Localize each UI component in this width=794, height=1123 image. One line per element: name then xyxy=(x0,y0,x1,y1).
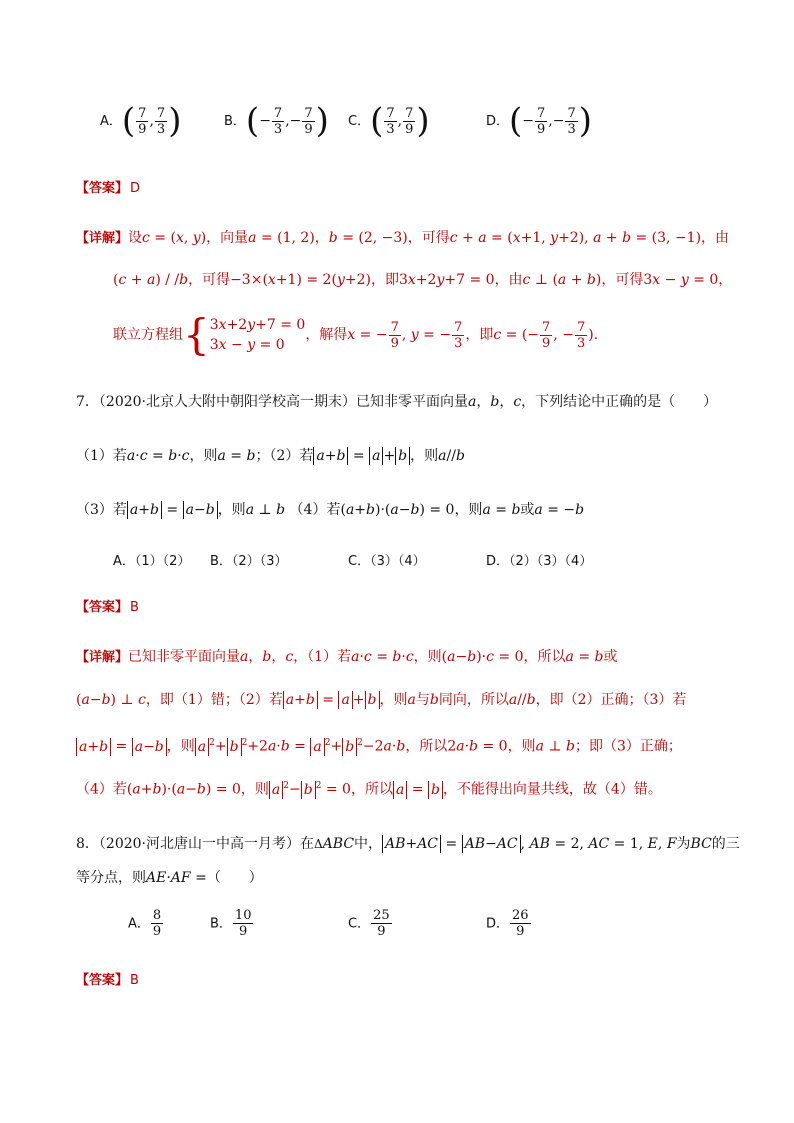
q6-detail-line-3: 联立方程组{ 3x+2y+7 = 0 3x − y = 0 ，解得x = − $\frac{7}{9}$ , y = − $\frac{7}{3}$ ，即c = (− $\frac{7}{9}$ , − $\frac{7}{3}$ )． xyxy=(113,310,608,359)
q7-option-a: A．（1）（2） xyxy=(113,554,191,569)
q7-detail-line-4: （4）若(a+b)·(a−b) = 0，则 a $^2$− b $^2$ = 0，所以 a = b ，不能得出向量共线，故（4）错。 xyxy=(76,781,662,798)
q6-option-a: A．( $\frac{7}{9}$ , $\frac{7}{3}$ ) xyxy=(100,101,182,141)
q6-answer: 【答案】 D xyxy=(76,181,141,196)
q7-option-c: C．（3）（4） xyxy=(348,554,426,569)
q8-answer: 【答案】 B xyxy=(76,973,139,988)
q7-option-b: B．（2）（3） xyxy=(210,554,288,569)
q7-detail-line-1: 【详解】已知非零平面向量a，b，c，（1）若a·c = b·c，则(a−b)·c = 0，所以a = b或 xyxy=(76,649,618,665)
q7-statement-1-2: （1）若a·c = b·c，则a = b；（2）若 a+b = a + b ，则a//b xyxy=(76,448,465,464)
q8-option-b: B． $\frac{10}{9}$ xyxy=(210,908,252,939)
q8-stem-line-2: 等分点，则AE·AF =（ ） xyxy=(76,870,263,886)
q7-detail-line-3: a+b = a−b ，则 a $^2$+ b $^2$+2a·b = a $^2$+ b $^2$−2a·b，所以2a·b = 0，则a ⊥ b；即（3）正确； xyxy=(76,733,794,757)
q6-option-c: C．( $\frac{7}{3}$ , $\frac{7}{9}$ ) xyxy=(348,101,430,141)
q7-statement-3-4: （3）若 a+b = a−b ，则a ⊥ b （4）若(a+b)·(a−b) = 0，则a = b或a = −b xyxy=(76,502,585,518)
q8-option-c: C． $\frac{25}{9}$ xyxy=(348,908,390,939)
q6-detail-line-2: (c + a) / /b，可得−3×(x+1) = 2(y+2)，即3x+2y+7 = 0，由c ⊥ (a + b)，可得3x − y = 0， xyxy=(113,272,733,288)
q7-answer: 【答案】 B xyxy=(76,600,139,615)
q7-detail-line-2: (a−b) ⊥ c，即（1）错；（2）若 a+b = a + b ，则a与b同向，所以a//b，即（2）正确；（3）若 xyxy=(76,692,687,708)
q7-stem: 7．（2020·北京人大附中朝阳学校高一期末）已知非零平面向量a，b，c，下列结论中正确的是（ ） xyxy=(76,394,718,410)
q8-stem-line-1: 8．（2020·河北唐山一中高一月考）在ΔABC中， AB+AC = AB−AC , AB = 2, AC = 1, E, F为BC的三 xyxy=(76,836,740,852)
q6-detail-line-1: 【详解】设c = (x, y)，向量a = (1, 2)，b = (2, −3)，可得c + a = (x+1, y+2), a + b = (3, −1)，由 xyxy=(76,230,730,246)
q6-option-b: B．(− $\frac{7}{3}$ ,− $\frac{7}{9}$ ) xyxy=(224,101,329,141)
q8-option-d: D． $\frac{26}{9}$ xyxy=(486,908,529,939)
q6-option-d: D．(− $\frac{7}{9}$ ,− $\frac{7}{3}$ ) xyxy=(486,101,593,141)
q8-option-a: A． $\frac{8}{9}$ xyxy=(128,908,162,939)
q7-option-d: D．（2）（3）（4） xyxy=(486,554,593,569)
